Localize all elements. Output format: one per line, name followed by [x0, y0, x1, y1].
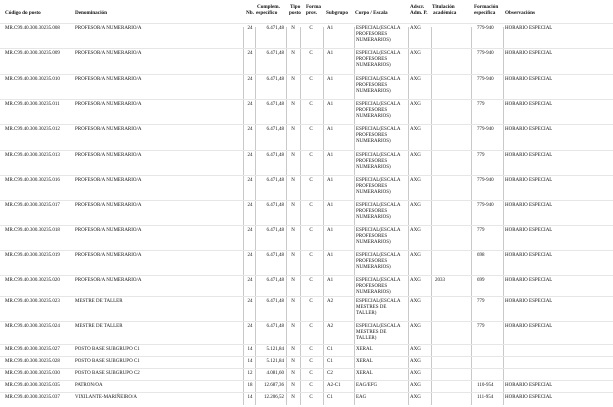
header-forma: Forma: [306, 4, 321, 10]
row-divider: [0, 296, 613, 297]
cell-formacion: 779: [477, 102, 485, 107]
cell-observacions: HORARIO ESPECIAL: [505, 153, 553, 158]
cell-corpo-line: XERAL: [356, 371, 373, 376]
cell-forma: C: [309, 178, 313, 183]
cell-denominacion: VIXILANTE-MARIÑEIRO/A: [75, 395, 137, 400]
cell-subgrupo: A1: [327, 203, 334, 208]
cell-formacion: 779-940: [477, 51, 494, 56]
cell-denominacion: PROFESOR/A NUMERARIO/A: [75, 127, 142, 132]
cell-corpo-line: NUMERARIOS): [356, 89, 391, 94]
cell-forma: C: [309, 395, 313, 400]
cell-complemento: 6.471,48: [266, 299, 284, 304]
cell-nivel: 24: [247, 127, 253, 132]
cell-subgrupo: A2-C1: [327, 383, 341, 388]
cell-forma: C: [309, 153, 313, 158]
row-divider: [0, 225, 613, 226]
cell-denominacion: POSTO BASE SUBGRUPO C1: [75, 359, 140, 364]
cell-formacion: 779: [477, 153, 485, 158]
cell-observacions: HORARIO ESPECIAL: [505, 127, 553, 132]
cell-codigo: MR.C99.40.300.30235.018: [5, 228, 60, 233]
cell-corpo-line: NUMERARIOS): [356, 240, 391, 245]
cell-codigo: MR.C99.40.300.30235.010: [5, 77, 60, 82]
row-divider: [0, 200, 613, 201]
cell-codigo: MR.C99.40.300.30235.020: [5, 278, 60, 283]
cell-corpo-line: MESTRES DE: [356, 330, 387, 335]
cell-complemento: 12.206,52: [264, 395, 284, 400]
cell-tipo: N: [291, 347, 295, 352]
cell-forma: C: [309, 324, 313, 329]
cell-adscr: AXG: [410, 299, 421, 304]
cell-codigo: MR.C99.40.300.30235.017: [5, 203, 60, 208]
header-observacions: Observacións: [505, 10, 535, 16]
header-adscr2: Adm. P.: [410, 10, 428, 16]
cell-codigo: MR.C99.40.300.30235.013: [5, 153, 60, 158]
cell-corpo-line: EAG/EFG: [356, 383, 378, 388]
cell-corpo-line: PROFESORES: [356, 209, 388, 214]
cell-subgrupo: A1: [327, 228, 334, 233]
cell-subgrupo: A2: [327, 299, 334, 304]
cell-corpo-line: ESPECIAL(ESCALA: [356, 127, 401, 132]
cell-codigo: MR.C99.40.300.30235.024: [5, 324, 60, 329]
cell-tipo: N: [291, 299, 295, 304]
cell-complemento: 6.471,48: [266, 102, 284, 107]
cell-complemento: 5.121,84: [266, 359, 284, 364]
cell-codigo: MR.C99.40.300.30235.012: [5, 127, 60, 132]
cell-tipo: N: [291, 228, 295, 233]
cell-subgrupo: A1: [327, 127, 334, 132]
cell-codigo: MR.C99.40.300.30235.016: [5, 178, 60, 183]
row-divider: [0, 175, 613, 176]
cell-denominacion: PROFESOR/A NUMERARIO/A: [75, 77, 142, 82]
cell-forma: C: [309, 77, 313, 82]
cell-codigo: MR.C99.40.300.30235.009: [5, 51, 60, 56]
cell-observacions: HORARIO ESPECIAL: [505, 395, 553, 400]
cell-forma: C: [309, 51, 313, 56]
cell-subgrupo: A1: [327, 153, 334, 158]
cell-adscr: AXG: [410, 324, 421, 329]
cell-tipo: N: [291, 51, 295, 56]
cell-corpo-line: PROFESORES: [356, 234, 388, 239]
cell-complemento: 6.471,48: [266, 203, 284, 208]
cell-corpo-line: ESPECIAL(ESCALA: [356, 102, 401, 107]
cell-corpo-line: XERAL: [356, 347, 373, 352]
cell-complemento: 6.471,48: [266, 153, 284, 158]
cell-subgrupo: A2: [327, 324, 334, 329]
cell-formacion: 779: [477, 299, 485, 304]
cell-formacion: 779: [477, 324, 485, 329]
cell-corpo-line: PROFESORES: [356, 133, 388, 138]
row-divider: [0, 150, 613, 151]
column-divider: [354, 27, 355, 405]
cell-corpo-line: PROFESORES: [356, 284, 388, 289]
header-nivel: Nb.: [246, 10, 254, 16]
cell-subgrupo: A1: [327, 26, 334, 31]
header-titulacion: Titulación: [432, 4, 455, 10]
cell-forma: C: [309, 383, 313, 388]
cell-corpo-line: PROFESORES: [356, 32, 388, 37]
header-tipo2: posto: [289, 10, 301, 16]
cell-forma: C: [309, 278, 313, 283]
cell-subgrupo: C1: [327, 395, 333, 400]
cell-denominacion: PROFESOR/A NUMERARIO/A: [75, 203, 142, 208]
cell-corpo-line: ESPECIAL(ESCALA: [356, 178, 401, 183]
row-divider: [0, 344, 613, 345]
cell-corpo-line: ESPECIAL(ESCALA: [356, 51, 401, 56]
cell-tipo: N: [291, 324, 295, 329]
cell-observacions: HORARIO ESPECIAL: [505, 228, 553, 233]
cell-observacions: HORARIO ESPECIAL: [505, 299, 553, 304]
cell-denominacion: PROFESOR/A NUMERARIO/A: [75, 178, 142, 183]
cell-codigo: MR.C99.40.300.30235.011: [5, 102, 60, 107]
cell-nivel: 14: [247, 359, 253, 364]
row-divider: [0, 124, 613, 125]
cell-adscr: AXG: [410, 178, 421, 183]
cell-denominacion: PROFESOR/A NUMERARIO/A: [75, 253, 142, 258]
cell-titulacion: 2033: [435, 278, 445, 283]
cell-corpo-line: PROFESORES: [356, 108, 388, 113]
cell-subgrupo: A1: [327, 253, 334, 258]
cell-subgrupo: A1: [327, 178, 334, 183]
cell-adscr: AXG: [410, 278, 421, 283]
column-divider: [471, 27, 472, 405]
cell-corpo-line: NUMERARIOS): [356, 265, 391, 270]
cell-corpo-line: XERAL: [356, 359, 373, 364]
cell-denominacion: POSTO BASE SUBGRUPO C1: [75, 347, 140, 352]
cell-complemento: 6.471,48: [266, 51, 284, 56]
cell-subgrupo: A1: [327, 77, 334, 82]
cell-nivel: 24: [247, 299, 253, 304]
cell-adscr: AXG: [410, 127, 421, 132]
cell-corpo-line: ESPECIAL(ESCALA: [356, 26, 401, 31]
column-divider: [243, 27, 244, 405]
cell-complemento: 6.471,48: [266, 178, 284, 183]
cell-formacion: 779: [477, 228, 485, 233]
cell-tipo: N: [291, 127, 295, 132]
row-divider: [0, 250, 613, 251]
cell-nivel: 24: [247, 253, 253, 258]
cell-tipo: N: [291, 278, 295, 283]
cell-corpo-line: NUMERARIOS): [356, 190, 391, 195]
cell-subgrupo: C1: [327, 359, 333, 364]
cell-forma: C: [309, 359, 313, 364]
column-divider: [503, 27, 504, 405]
cell-tipo: N: [291, 359, 295, 364]
cell-nivel: 18: [247, 383, 253, 388]
cell-denominacion: PROFESOR/A NUMERARIO/A: [75, 228, 142, 233]
cell-adscr: AXG: [410, 203, 421, 208]
cell-observacions: HORARIO ESPECIAL: [505, 278, 553, 283]
cell-adscr: AXG: [410, 347, 421, 352]
cell-corpo-line: PROFESORES: [356, 57, 388, 62]
cell-observacions: HORARIO ESPECIAL: [505, 203, 553, 208]
cell-forma: C: [309, 347, 313, 352]
row-divider: [0, 356, 613, 357]
cell-corpo-line: PROFESORES: [356, 83, 388, 88]
cell-nivel: 24: [247, 228, 253, 233]
cell-denominacion: PROFESOR/A NUMERARIO/A: [75, 278, 142, 283]
row-divider: [0, 99, 613, 100]
cell-corpo-line: ESPECIAL(ESCALA: [356, 153, 401, 158]
header-adscr: Adscr.: [410, 4, 425, 10]
cell-forma: C: [309, 299, 313, 304]
cell-formacion: 698: [477, 253, 485, 258]
row-divider: [0, 275, 613, 276]
cell-denominacion: POSTO BASE SUBGRUPO C2: [75, 371, 140, 376]
cell-tipo: N: [291, 178, 295, 183]
cell-denominacion: PROFESOR/A NUMERARIO/A: [75, 153, 142, 158]
cell-adscr: AXG: [410, 51, 421, 56]
cell-corpo-line: NUMERARIOS): [356, 290, 391, 295]
cell-formacion: 779-940: [477, 127, 494, 132]
cell-nivel: 24: [247, 77, 253, 82]
cell-codigo: MR.C99.40.300.30235.027: [5, 347, 60, 352]
header-complemento2: específico: [256, 10, 278, 16]
cell-denominacion: PATRON/OA: [75, 383, 103, 388]
cell-corpo-line: ESPECIAL(ESCALA: [356, 77, 401, 82]
cell-complemento: 6.471,48: [266, 253, 284, 258]
header-titulacion2: académica: [433, 10, 457, 16]
cell-complemento: 6.471,48: [266, 228, 284, 233]
header-formacion2: específica: [474, 10, 496, 16]
header-subgrupo: Subgrupo: [326, 10, 348, 16]
cell-nivel: 24: [247, 102, 253, 107]
row-divider: [0, 23, 613, 24]
header-formacion: Formación: [474, 4, 499, 10]
cell-observacions: HORARIO ESPECIAL: [505, 383, 553, 388]
cell-denominacion: PROFESOR/A NUMERARIO/A: [75, 102, 142, 107]
row-divider: [0, 321, 613, 322]
cell-corpo-line: NUMERARIOS): [356, 165, 391, 170]
cell-corpo-line: EAG: [356, 395, 367, 400]
cell-nivel: 24: [247, 278, 253, 283]
cell-corpo-line: TALLER): [356, 311, 377, 316]
cell-complemento: 4.081,60: [266, 371, 284, 376]
cell-observacions: HORARIO ESPECIAL: [505, 51, 553, 56]
cell-adscr: AXG: [410, 383, 421, 388]
cell-codigo: MR.C99.40.300.30235.028: [5, 359, 60, 364]
column-divider: [408, 27, 409, 405]
cell-adscr: AXG: [410, 253, 421, 258]
cell-corpo-line: ESPECIAL(ESCALA: [356, 324, 401, 329]
cell-corpo-line: MESTRES DE: [356, 305, 387, 310]
header-denominacion: Denominación: [75, 10, 107, 16]
cell-observacions: HORARIO ESPECIAL: [505, 102, 553, 107]
cell-forma: C: [309, 127, 313, 132]
cell-nivel: 12: [247, 371, 253, 376]
cell-nivel: 24: [247, 26, 253, 31]
header-codigo: Código do posto: [5, 10, 41, 16]
cell-forma: C: [309, 102, 313, 107]
cell-codigo: MR.C99.40.300.30235.035: [5, 383, 60, 388]
header-corpo: Corpo / Escala: [355, 10, 388, 16]
cell-corpo-line: ESPECIAL(ESCALA: [356, 278, 401, 283]
cell-corpo-line: PROFESORES: [356, 159, 388, 164]
cell-adscr: AXG: [410, 102, 421, 107]
cell-corpo-line: ESPECIAL(ESCALA: [356, 228, 401, 233]
cell-corpo-line: NUMERARIOS): [356, 215, 391, 220]
cell-adscr: AXG: [410, 77, 421, 82]
cell-complemento: 6.471,48: [266, 324, 284, 329]
cell-adscr: AXG: [410, 395, 421, 400]
cell-codigo: MR.C99.40.300.30235.037: [5, 395, 60, 400]
cell-forma: C: [309, 228, 313, 233]
cell-tipo: N: [291, 153, 295, 158]
cell-tipo: N: [291, 383, 295, 388]
cell-observacions: HORARIO ESPECIAL: [505, 178, 553, 183]
cell-complemento: 6.471,48: [266, 127, 284, 132]
cell-tipo: N: [291, 102, 295, 107]
row-divider: [0, 48, 613, 49]
cell-corpo-line: PROFESORES: [356, 259, 388, 264]
cell-adscr: AXG: [410, 359, 421, 364]
cell-formacion: 111-954: [477, 395, 494, 400]
cell-corpo-line: NUMERARIOS): [356, 38, 391, 43]
cell-subgrupo: C1: [327, 347, 333, 352]
cell-adscr: AXG: [410, 153, 421, 158]
cell-tipo: N: [291, 253, 295, 258]
cell-corpo-line: NUMERARIOS): [356, 114, 391, 119]
header-complemento: Complem.: [257, 4, 280, 10]
cell-observacions: HORARIO ESPECIAL: [505, 26, 553, 31]
cell-complemento: 12.687,36: [264, 383, 284, 388]
cell-subgrupo: A1: [327, 51, 334, 56]
cell-tipo: N: [291, 77, 295, 82]
cell-adscr: AXG: [410, 228, 421, 233]
column-divider: [431, 27, 432, 405]
cell-forma: C: [309, 203, 313, 208]
cell-formacion: 699: [477, 278, 485, 283]
cell-formacion: 779-940: [477, 178, 494, 183]
cell-nivel: 24: [247, 153, 253, 158]
cell-subgrupo: A1: [327, 102, 334, 107]
header-forma2: prov.: [306, 10, 318, 16]
cell-denominacion: PROFESOR/A NUMERARIO/A: [75, 26, 142, 31]
cell-nivel: 24: [247, 178, 253, 183]
cell-denominacion: PROFESOR/A NUMERARIO/A: [75, 51, 142, 56]
cell-subgrupo: C2: [327, 371, 333, 376]
cell-complemento: 6.471,48: [266, 77, 284, 82]
cell-forma: C: [309, 26, 313, 31]
cell-formacion: 779-940: [477, 77, 494, 82]
cell-complemento: 5.121,84: [266, 347, 284, 352]
cell-corpo-line: ESPECIAL(ESCALA: [356, 299, 401, 304]
cell-nivel: 14: [247, 395, 253, 400]
cell-formacion: 110-954: [477, 383, 494, 388]
cell-tipo: N: [291, 371, 295, 376]
cell-formacion: 779-940: [477, 26, 494, 31]
cell-tipo: N: [291, 395, 295, 400]
cell-adscr: AXG: [410, 371, 421, 376]
cell-forma: C: [309, 371, 313, 376]
row-divider: [0, 74, 613, 75]
cell-complemento: 6.471,48: [266, 278, 284, 283]
cell-denominacion: MESTRE DE TALLER: [75, 299, 123, 304]
cell-subgrupo: A1: [327, 278, 334, 283]
cell-nivel: 24: [247, 51, 253, 56]
cell-codigo: MR.C99.40.300.30235.030: [5, 371, 60, 376]
cell-observacions: HORARIO ESPECIAL: [505, 324, 553, 329]
cell-codigo: MR.C99.40.300.30235.019: [5, 253, 60, 258]
row-divider: [0, 380, 613, 381]
cell-codigo: MR.C99.40.300.30235.023: [5, 299, 60, 304]
cell-nivel: 14: [247, 347, 253, 352]
cell-observacions: HORARIO ESPECIAL: [505, 77, 553, 82]
cell-corpo-line: NUMERARIOS): [356, 63, 391, 68]
cell-corpo-line: NUMERARIOS): [356, 139, 391, 144]
cell-observacions: HORARIO ESPECIAL: [505, 253, 553, 258]
row-divider: [0, 392, 613, 393]
cell-corpo-line: ESPECIAL(ESCALA: [356, 253, 401, 258]
cell-nivel: 24: [247, 203, 253, 208]
cell-corpo-line: PROFESORES: [356, 184, 388, 189]
cell-formacion: 779-940: [477, 203, 494, 208]
cell-tipo: N: [291, 26, 295, 31]
cell-corpo-line: ESPECIAL(ESCALA: [356, 203, 401, 208]
row-divider: [0, 368, 613, 369]
column-divider: [323, 27, 324, 405]
cell-denominacion: MESTRE DE TALLER: [75, 324, 123, 329]
cell-adscr: AXG: [410, 26, 421, 31]
cell-corpo-line: TALLER): [356, 336, 377, 341]
cell-forma: C: [309, 253, 313, 258]
header-tipo: Tipo: [290, 4, 301, 10]
cell-tipo: N: [291, 203, 295, 208]
cell-complemento: 6.471,48: [266, 26, 284, 31]
cell-codigo: MR.C99.40.300.30235.008: [5, 26, 60, 31]
cell-nivel: 24: [247, 324, 253, 329]
